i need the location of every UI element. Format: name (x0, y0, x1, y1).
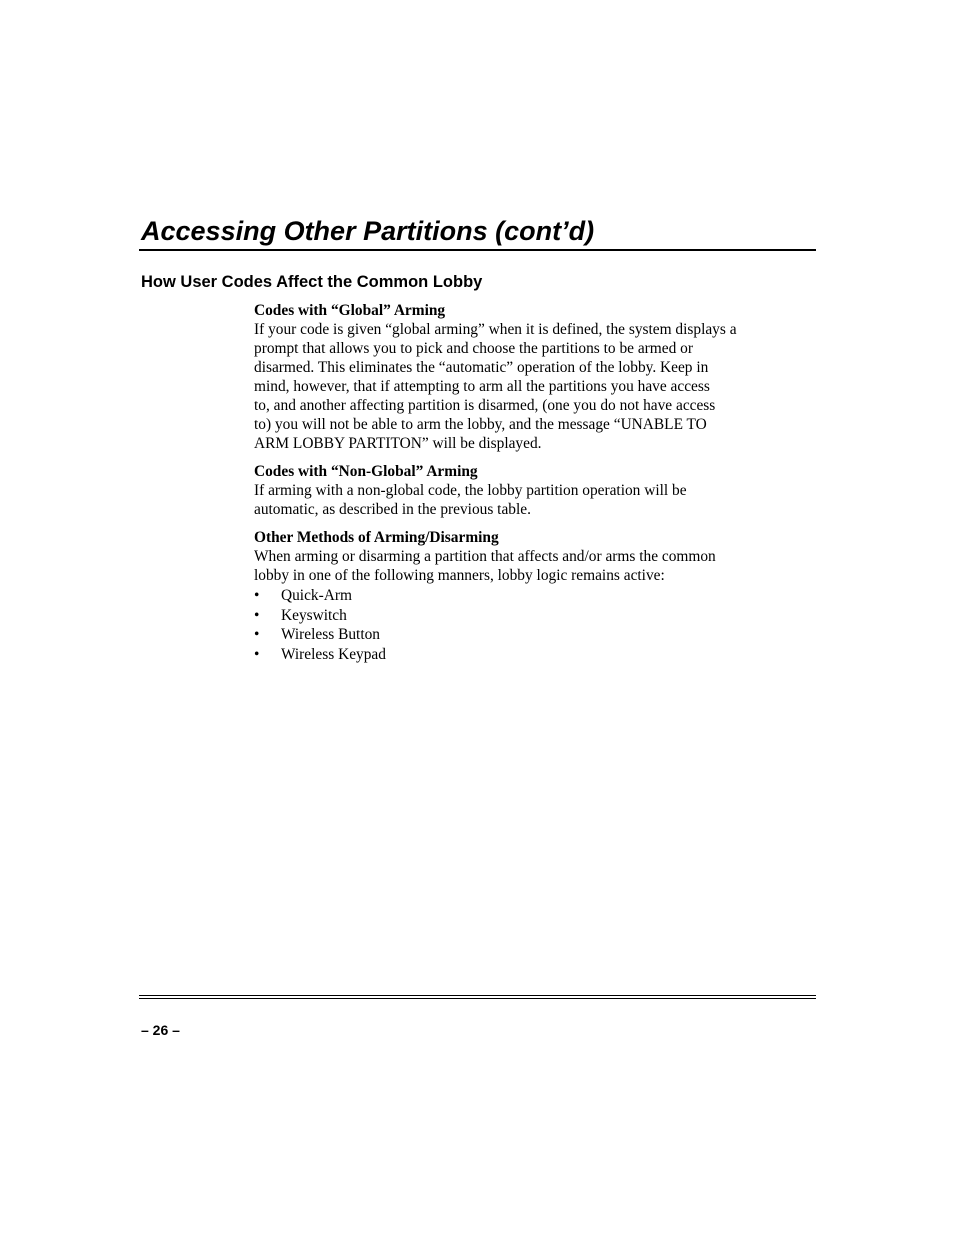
footer-divider (139, 995, 816, 996)
bullet-icon: • (254, 606, 260, 624)
list-item (254, 586, 814, 606)
bullet-icon: • (254, 646, 260, 664)
list-item-label: Keyswitch (281, 606, 347, 624)
list-item-label: Quick-Arm (281, 587, 352, 604)
page-number: – 26 – (141, 1022, 180, 1038)
subheading-global-arming: Codes with “Global” Arming (254, 302, 446, 319)
text-line: If arming with a non-global code, the lobby partition operation will be (254, 482, 687, 499)
paragraph-global-arming (254, 320, 814, 453)
bullet-icon: • (254, 587, 260, 604)
subheading-other-methods: Other Methods of Arming/Disarming (254, 529, 499, 546)
block-global-arming (254, 301, 814, 453)
text-line: automatic, as described in the previous table. (254, 501, 531, 518)
list-item (254, 645, 814, 665)
text-line: If your code is given “global arming” when it is defined, the system displays a (254, 321, 737, 338)
text-line: prompt that allows you to pick and choose the partitions to be armed or (254, 340, 693, 357)
text-line: to, and another affecting partition is disarmed, (one you do not have access (254, 397, 716, 414)
subheading-non-global-arming: Codes with “Non-Global” Arming (254, 463, 478, 480)
list-item (254, 606, 814, 626)
text-line: ARM LOBBY PARTITON” will be displayed. (254, 435, 542, 452)
list-item (254, 625, 814, 645)
section-content (254, 301, 814, 665)
block-non-global-arming (254, 462, 814, 519)
list-item-label: Wireless Button (281, 626, 380, 644)
text-line: lobby in one of the following manners, lobby logic remains active: (254, 567, 665, 584)
text-line: disarmed. This eliminates the “automatic” operation of the lobby. Keep in (254, 359, 709, 376)
title-divider (139, 249, 816, 251)
footer-divider (139, 998, 816, 999)
bullet-icon: • (254, 626, 260, 644)
paragraph-other-methods (254, 547, 814, 585)
text-line: When arming or disarming a partition that affects and/or arms the common (254, 548, 716, 565)
arming-methods-list (254, 586, 814, 665)
text-line: to) you will not be able to arm the lobby, and the message “UNABLE TO (254, 416, 707, 433)
block-other-methods (254, 528, 814, 665)
text-line: mind, however, that if attempting to arm all the partitions you have access (254, 378, 710, 395)
page-title: Accessing Other Partitions (cont’d) (141, 216, 595, 246)
section-heading: How User Codes Affect the Common Lobby (141, 273, 483, 291)
list-item-label: Wireless Keypad (281, 646, 386, 664)
paragraph-non-global-arming (254, 481, 814, 519)
